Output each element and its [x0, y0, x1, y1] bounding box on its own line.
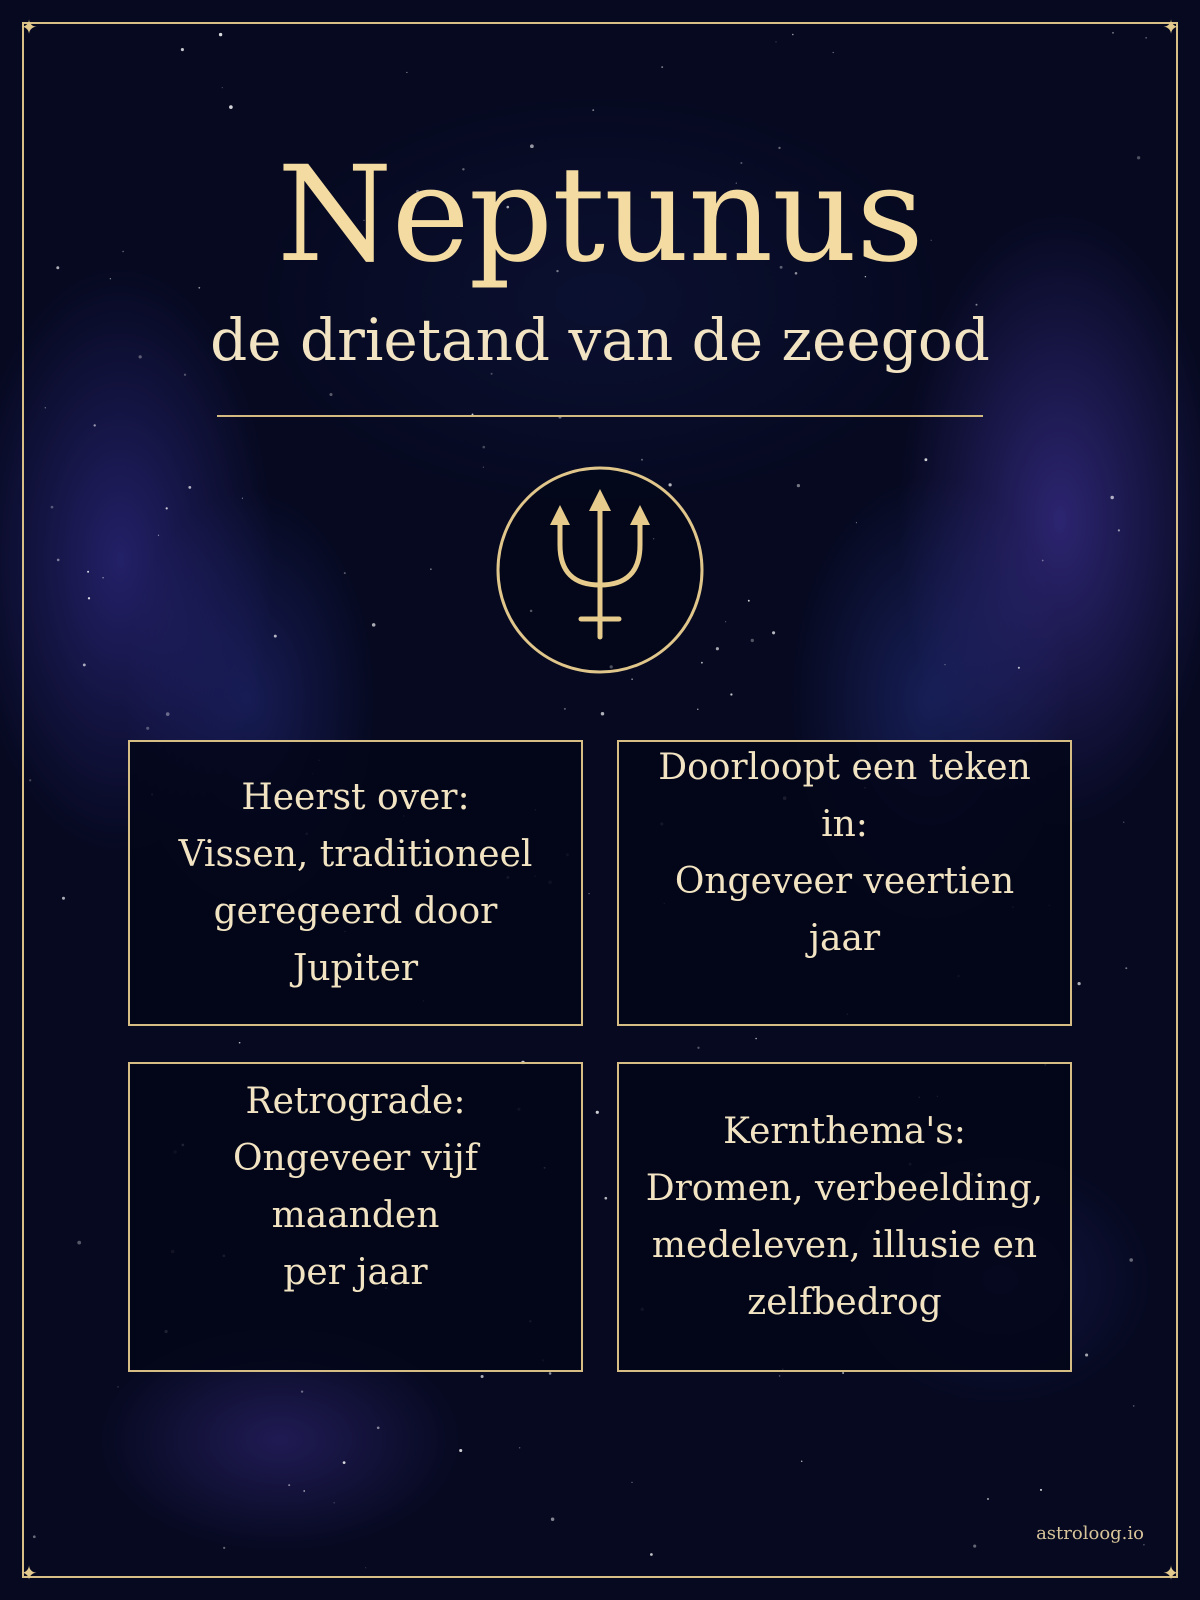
info-card-rulership — [128, 740, 583, 1026]
corner-star-icon: ✦ — [1162, 15, 1180, 39]
page-title: Neptunus — [277, 138, 923, 292]
card-text-line: Ongeveer vijf maanden — [233, 1138, 478, 1236]
page-subtitle: de drietand van de zeegod — [210, 306, 990, 374]
info-card-retrograde — [128, 1062, 583, 1372]
card-text-line: medeleven, illusie en — [651, 1225, 1038, 1266]
card-heading: Doorloopt een teken in: — [658, 747, 1031, 845]
title-divider — [217, 415, 983, 417]
brand-watermark: astroloog.io — [1036, 1523, 1144, 1544]
card-heading: Heerst over: — [241, 777, 470, 818]
info-card-core-themes — [617, 1062, 1072, 1372]
card-text-line: Dromen, verbeelding, — [645, 1168, 1044, 1209]
corner-star-icon: ✦ — [1162, 1561, 1180, 1585]
info-card-transit-duration — [617, 740, 1072, 1026]
card-text-line: zelfbedrog — [747, 1282, 942, 1323]
card-text-line: Ongeveer veertien jaar — [674, 861, 1015, 959]
corner-star-icon: ✦ — [20, 15, 38, 39]
card-heading: Kernthema's: — [723, 1111, 966, 1152]
neptune-trident-icon — [495, 465, 705, 675]
card-text-line: geregeerd door Jupiter — [213, 891, 498, 989]
corner-star-icon: ✦ — [20, 1561, 38, 1585]
card-text-line: per jaar — [283, 1252, 428, 1293]
card-text-line: Vissen, traditioneel — [178, 834, 533, 875]
card-heading: Retrograde: — [245, 1081, 466, 1122]
